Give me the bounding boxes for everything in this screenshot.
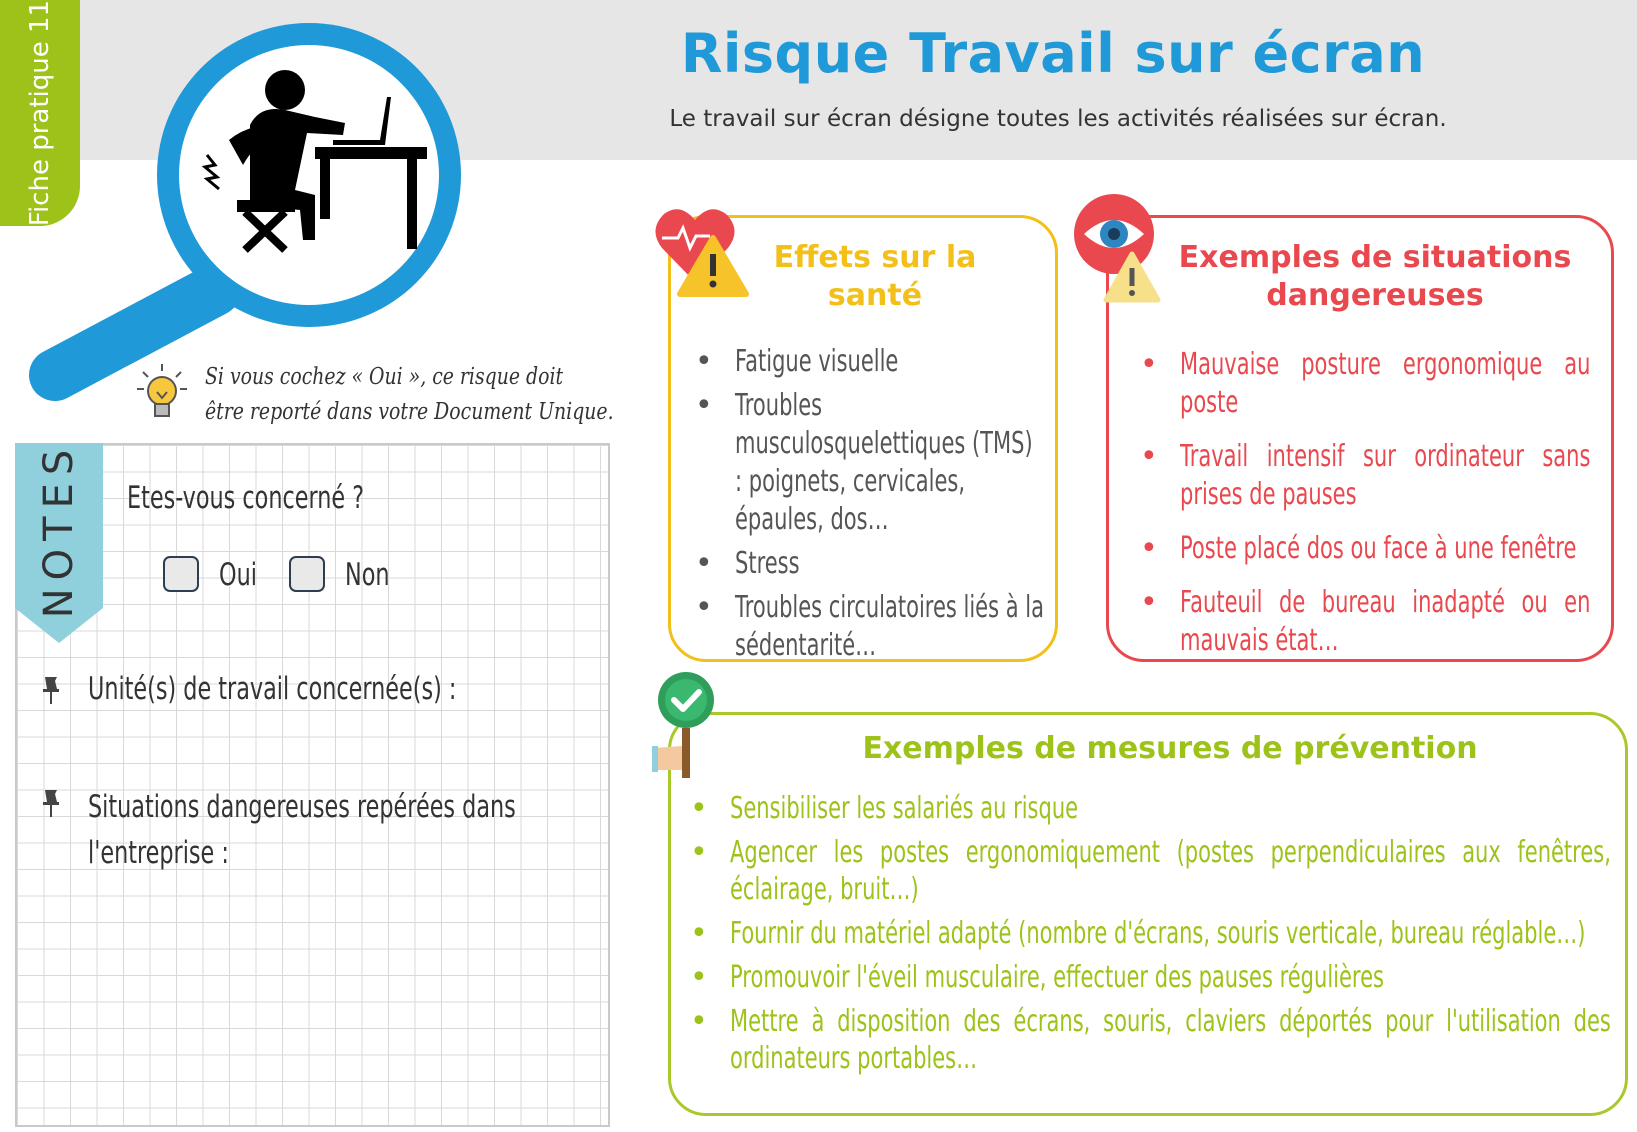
- non-label: Non: [345, 557, 390, 593]
- concern-question: Etes-vous concerné ?: [127, 480, 365, 516]
- list-item: • Fournir du matériel adapté (nombre d'écrans, souris verticale, bureau réglable…): [690, 916, 1586, 951]
- list-item: • Fatigue visuelle: [695, 344, 899, 379]
- prevention-list: [690, 790, 1610, 1084]
- situations-line-1: Situations dangereuses repérées dans: [88, 789, 516, 825]
- eye-warning-icon: [1072, 192, 1172, 304]
- list-item: • Poste placé dos ou face à une fenêtre: [1140, 531, 1577, 566]
- tip-note: [135, 360, 615, 430]
- fiche-tab-label: Fiche pratique 11: [25, 0, 55, 227]
- page-title: Risque Travail sur écran: [680, 22, 1426, 85]
- list-item: • Promouvoir l'éveil musculaire, effectuer des pauses régulières: [690, 960, 1384, 995]
- list-item: • Troubles musculosquelettiques (TMS) : poignets, cervicales, épaules, dos…: [695, 388, 1033, 537]
- list-item: • Troubles circulatoires liés à la sédentarité…: [695, 590, 1044, 663]
- tip-line-2: être reporté dans votre Document Unique.: [205, 399, 614, 425]
- list-item: • Stress: [695, 546, 800, 581]
- non-checkbox[interactable]: [289, 556, 325, 592]
- thumbs-up-check-icon: [648, 670, 720, 782]
- oui-checkbox[interactable]: [163, 556, 199, 592]
- list-item: • Mauvaise posture ergonomique au poste: [1140, 347, 1591, 420]
- lightbulb-icon: [135, 362, 189, 422]
- prevention-title: Exemples de mesures de prévention: [862, 731, 1478, 766]
- list-item: • Sensibiliser les salariés au risque: [690, 791, 1079, 826]
- tip-line-1: Si vous cochez « Oui », ce risque doit: [205, 364, 564, 390]
- list-item: • Agencer les postes ergonomiquement (postes perpendiculaires aux fenêtres, éclairage, bruit…): [690, 835, 1611, 907]
- situations-title: Exemples de situations dangereuses: [1178, 240, 1572, 313]
- situations-line-2: l'entreprise :: [88, 835, 229, 871]
- list-item: • Mettre à disposition des écrans, souris, claviers déportés pour l'utilisation des ordinateurs portables…: [690, 1004, 1611, 1076]
- pushpin-icon: [40, 675, 64, 705]
- magnifier-worker-icon: [15, 5, 515, 405]
- list-item: • Fauteuil de bureau inadapté ou en mauvais état…: [1140, 585, 1591, 658]
- notes-label: NOTES: [36, 441, 82, 619]
- list-item: • Travail intensif sur ordinateur sans prises de pauses: [1140, 439, 1591, 512]
- situations-label: [88, 784, 516, 876]
- effets-list: [695, 343, 1045, 671]
- unite-label: Unité(s) de travail concernée(s) :: [88, 671, 457, 707]
- pushpin-icon: [40, 788, 64, 818]
- effets-title: Effets sur la santé: [773, 240, 977, 313]
- situations-list: [1140, 346, 1590, 676]
- page-subtitle: Le travail sur écran désigne toutes les activités réalisées sur écran.: [669, 106, 1447, 132]
- oui-label: Oui: [219, 557, 257, 593]
